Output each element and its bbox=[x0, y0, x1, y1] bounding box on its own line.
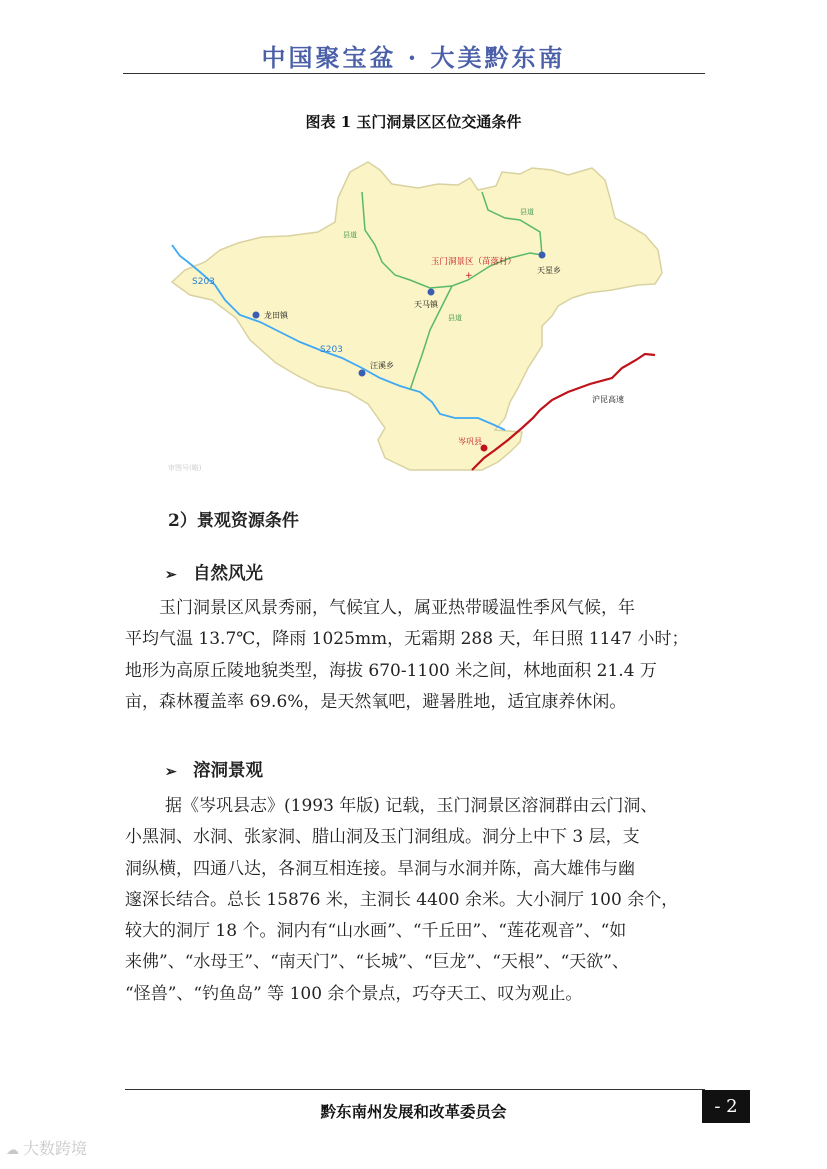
tianma-label: 天马镇 bbox=[414, 300, 438, 309]
scenic-area-marker-icon: + bbox=[465, 271, 473, 281]
karst-line: 据《岑巩县志》(1993 年版) 记载，玉门洞景区溶洞群由云门洞、 bbox=[165, 796, 658, 816]
map-source-note: 审图号(略) bbox=[168, 464, 202, 472]
natural-heading-text: 自然风光 bbox=[193, 564, 263, 584]
figure-caption: 图表 1 玉门洞景区区位交通条件 bbox=[305, 113, 522, 131]
natural-line: 平均气温 13.7℃，降雨 1025mm，无霜期 288 天，年日照 1147 小时； bbox=[125, 629, 689, 650]
karst-heading bbox=[165, 757, 263, 782]
arrow-bullet-icon: ➢ bbox=[165, 567, 177, 583]
watermark bbox=[6, 1136, 87, 1159]
wangxi-dot bbox=[359, 370, 366, 377]
karst-line: 较大的洞厅 18 个。洞内有“山水画”、“千丘田”、“莲花观音”、“如 bbox=[125, 921, 627, 942]
natural-line: 亩，森林覆盖率 69.6%，是天然氧吧，避暑胜地，适宜康养休闲。 bbox=[125, 691, 627, 712]
county-road-label-right: 县道 bbox=[520, 208, 534, 216]
tianxing-label: 天星乡 bbox=[537, 266, 561, 275]
county-road-label-middle: 县道 bbox=[448, 314, 462, 322]
s203-label-upper: S203 bbox=[192, 277, 215, 287]
tianma-dot bbox=[428, 289, 435, 296]
header-title: 中国聚宝盆 · 大美黔东南 bbox=[261, 43, 566, 72]
karst-line: 小黑洞、水洞、张家洞、腊山洞及玉门洞组成。洞分上中下 3 层，支 bbox=[125, 827, 640, 848]
hukun-highway-label: 沪昆高速 bbox=[592, 395, 624, 404]
karst-line: 邃深长结合。总长 15876 米，主洞长 4400 余米。大小洞厅 100 余个， bbox=[125, 889, 679, 910]
karst-heading-text: 溶洞景观 bbox=[193, 761, 263, 781]
natural-line: 地形为高原丘陵地貌类型，海拔 670-1100 米之间，林地面积 21.4 万 bbox=[125, 660, 657, 681]
longtian-dot bbox=[253, 312, 260, 319]
karst-line: 洞纵横，四通八达，各洞互相连接。旱洞与水洞并陈，高大雄伟与幽 bbox=[125, 858, 635, 879]
header-divider bbox=[123, 73, 705, 74]
longtian-label: 龙田镇 bbox=[264, 311, 288, 320]
footer-organization: 黔东南州发展和改革委员会 bbox=[320, 1102, 507, 1121]
scenic-area-label: 玉门洞景区（苗落村） bbox=[431, 257, 517, 267]
karst-line: 来佛”、“水母王”、“南天门”、“长城”、“巨龙”、“天根”、“天欲”、 bbox=[125, 952, 629, 973]
tianxing-dot bbox=[539, 252, 546, 259]
wangxi-label: 汪溪乡 bbox=[370, 361, 394, 370]
county-road-label-left: 县道 bbox=[343, 231, 357, 239]
cengong-label: 岑巩县 bbox=[458, 437, 482, 446]
section-heading: 2）景观资源条件 bbox=[168, 511, 299, 531]
natural-line: 玉门洞景区风景秀丽，气候宜人，属亚热带暖温性季风气候，年 bbox=[159, 598, 635, 618]
footer-divider bbox=[125, 1089, 705, 1090]
karst-line: “怪兽”、“钓鱼岛” 等 100 余个景点，巧夺天工、叹为观止。 bbox=[125, 983, 583, 1004]
watermark-text: 大数跨境 bbox=[23, 1139, 88, 1158]
arrow-bullet-icon: ➢ bbox=[165, 764, 177, 780]
natural-paragraph bbox=[125, 593, 705, 718]
page-number: - 2 bbox=[702, 1090, 750, 1123]
cloud-logo-icon: ☁ bbox=[6, 1143, 19, 1158]
natural-heading bbox=[165, 560, 263, 585]
location-map bbox=[165, 150, 670, 475]
karst-paragraph bbox=[125, 791, 705, 1010]
s203-label-lower: S203 bbox=[320, 345, 343, 355]
